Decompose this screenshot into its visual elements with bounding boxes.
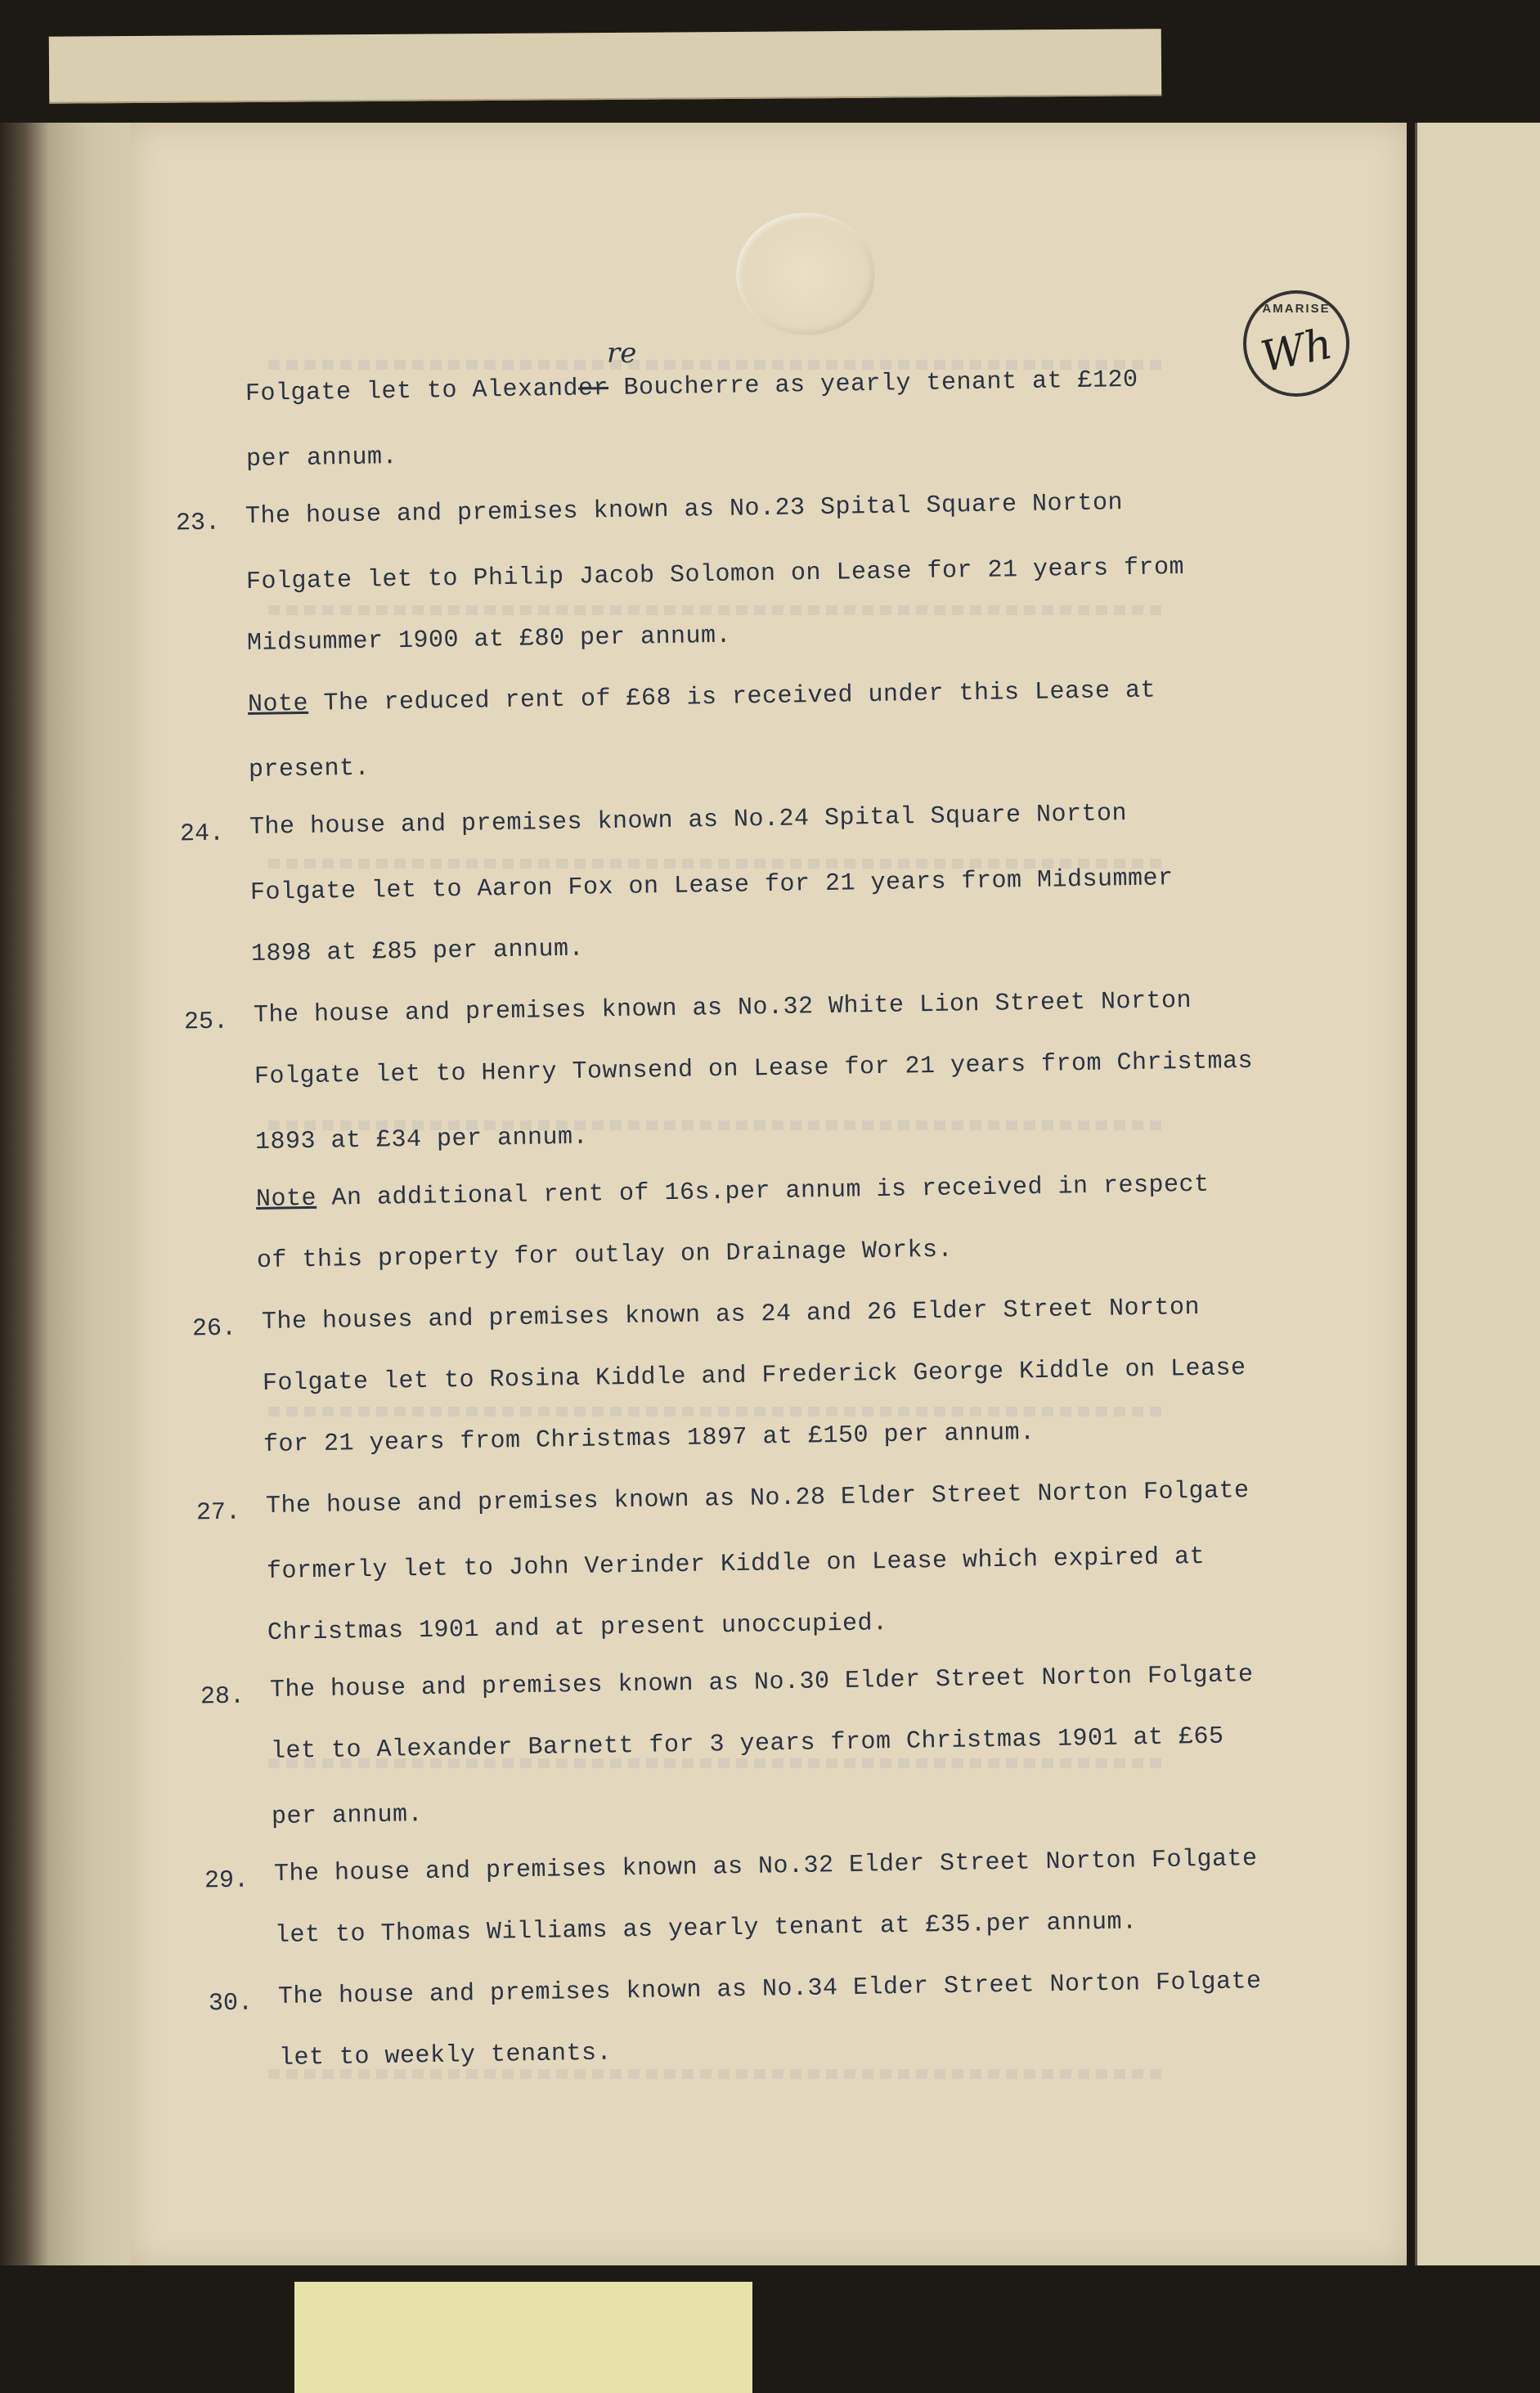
text-fragment: Folgate let to Alexand — [245, 375, 579, 408]
text-line: Christmas 1901 and at present unoccupied. — [267, 1610, 888, 1647]
stamp-text: AMARISE — [1262, 302, 1331, 316]
bleed-through-mark — [262, 605, 1161, 615]
bleed-through-mark — [262, 2069, 1161, 2079]
text-line: The house and premises known as No.23 Spital Square Norton — [245, 489, 1124, 531]
note-text: An additional rent of 16s.per annum is received in respect — [316, 1170, 1210, 1213]
text-line: Folgate let to Rosina Kiddle and Frederick George Kiddle on Lease — [262, 1354, 1246, 1398]
text-line: Folgate let to Henry Townsend on Lease for 21 years from Christmas — [254, 1047, 1254, 1091]
facing-page-edge — [1415, 123, 1540, 2265]
page-binding-top — [49, 29, 1162, 103]
text-line: The house and premises known as No.32 Elder Street Norton Folgate — [273, 1845, 1258, 1888]
embossed-crest — [736, 213, 875, 335]
text-line: Folgate let to Aaron Fox on Lease for 21 years from Midsummer — [249, 864, 1174, 907]
note-text: The reduced rent of £68 is received under this Lease at — [308, 676, 1156, 718]
item-number: 29. — [204, 1866, 249, 1896]
note-label: Note — [255, 1184, 317, 1214]
item-number: 23. — [175, 509, 221, 538]
text-line: present. — [248, 754, 370, 784]
text-line: let to Alexander Barnett for 3 years from Christmas 1901 at £65 — [270, 1722, 1224, 1766]
text-line: formerly let to John Verinder Kiddle on Lease which expired at — [266, 1542, 1206, 1586]
text-line: The house and premises known as No.24 Spital Square Norton — [249, 800, 1128, 842]
note-label: Note — [247, 689, 309, 719]
bleed-through-mark — [262, 859, 1161, 869]
paper-slip — [294, 2282, 752, 2393]
bleed-through-mark — [262, 1758, 1161, 1768]
handwritten-correction: re — [607, 337, 637, 370]
text-line: Folgate let to Philip Jacob Solomon on Lease for 21 years from — [245, 553, 1185, 596]
text-line: Midsummer 1900 at £80 per annum. — [246, 622, 732, 658]
bleed-through-mark — [262, 360, 1161, 370]
item-number: 30. — [208, 1989, 254, 2018]
item-number: 26. — [191, 1314, 237, 1344]
text-line: The house and premises known as No.32 White Lion Street Norton — [253, 986, 1192, 1030]
bleed-through-mark — [262, 1407, 1161, 1416]
item-number: 24. — [179, 819, 225, 849]
text-line: The house and premises known as No.28 Elder Street Norton Folgate — [265, 1477, 1250, 1520]
text-line: for 21 years from Christmas 1897 at £150 per annum. — [263, 1419, 1035, 1459]
struck-text: er — [577, 375, 609, 403]
text-line: The houses and premises known as 24 and 26 Elder Street Norton — [261, 1293, 1201, 1336]
text-line: 1893 at £34 per annum. — [254, 1123, 589, 1156]
text-line: per annum. — [271, 1801, 424, 1831]
item-number: 27. — [195, 1498, 241, 1528]
text-line: let to weekly tenants. — [278, 2039, 613, 2072]
text-line: The house and premises known as No.34 Elder Street Norton Folgate — [277, 1968, 1262, 2011]
circular-stamp — [1243, 290, 1349, 397]
text-line: 1898 at £85 per annum. — [250, 935, 585, 968]
item-number: 28. — [200, 1682, 245, 1712]
stamp-signature: Wh — [1256, 319, 1337, 383]
item-number: 25. — [183, 1008, 229, 1037]
text-line: per annum. — [245, 443, 398, 474]
bleed-through-mark — [262, 1120, 1161, 1130]
text-line: of this property for outlay on Drainage Works. — [256, 1236, 954, 1275]
text-line: let to Thomas Williams as yearly tenant at £35.per annum. — [274, 1908, 1138, 1950]
text-line: The house and premises known as No.30 Elder Street Norton Folgate — [269, 1661, 1254, 1704]
text-fragment: Boucherre as yearly tenant at £120 — [608, 366, 1138, 403]
